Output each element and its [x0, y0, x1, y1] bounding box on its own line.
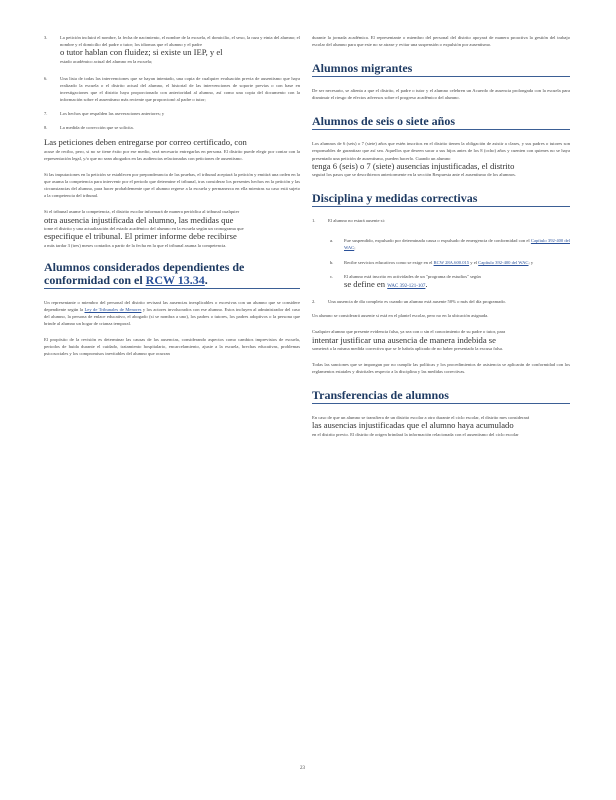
- paragraph: Si el tribunal asume la competencia, el distrito escolar informará de manera periódica al tribunal cualquier otra ausencia injustificada del alumno, las medidas que tome el distrito y una actualización del estado académico del alumno en la escuela según un cronograma que especifique el tribunal. El primer informe debe recibirse a más tardar 3 (tres) meses contados a partir de la fecha en la que el tribunal asuma la competencia.: [44, 209, 244, 248]
- section-heading-seis-siete: Alumnos de seis o siete años: [312, 114, 456, 129]
- list-item: a. Fue suspendido, expulsado por determinada causa o expulsado de emergencia de conformidad con el Capítulo 392-400 del WAC;: [330, 238, 570, 251]
- list-item: 6. Una lista de todas las intervenciones que se hayan intentado, una copia de cualquier evaluación previa de ausentismo que haya realizado la escuela o el distrito actual del alumno, el historial de las intervenciones de soporte previas o con base en investigaciones que el distrito haya proporcionado con anterioridad al alumno, así como una copia del documento con la información sobre el ausentismo más reciente que proporcionó al padre o tutor;: [44, 75, 300, 103]
- paragraph: Los alumnos de 6 (seis) o 7 (siete) años que estén inscritos en el distrito tienen la obligación de asistir a clases, y sus padres o tutores son responsables de garantizar que así sea. Aquellos que deseen sacar a sus hijos antes de los 8 (ocho) años y cuenten con quienes no se haya presentado una petición de ausentismo, pueden hacerlo. Cuando un alumno tenga 6 (seis) o 7 (siete) ausencias injustificadas, el distrito seguirá los pasos que se describieron anteriormente en la sección Respuesta ante el ausentismo de los alumnos.: [312, 141, 570, 178]
- wac-392-400-link-2[interactable]: Capítulo 392-400 del WAC: [478, 259, 529, 265]
- ley-tribunales-link[interactable]: Ley de Tribunales de Menores: [84, 306, 142, 312]
- rcw-28a-link[interactable]: RCW 28A.600.015: [433, 259, 470, 265]
- section-heading-migrantes: Alumnos migrantes: [312, 61, 413, 76]
- paragraph: Si las imputaciones en la petición se establecen por preponderancia de las pruebas, el tribunal aceptará la petición y emitirá una orden en la que asuma la competencia para intervenir por el periodo que determine el tribunal, tras considerar los presentes hechos en la petición y las circunstancias del alumno, para hacer probablemente que el alumno regrese a la escuela y permanezca en ella mientras su caso está sujeto a la competencia del tribunal.: [44, 172, 300, 199]
- heading-rule: [312, 76, 570, 77]
- heading-rule: [312, 206, 570, 207]
- paragraph: Cualquier alumno que presente evidencia falsa, ya sea con o sin el conocimiento de su padre o tutor, para intentar justificar una ausencia de manera indebida se someterá a la misma medida correctiva que se le habría aplicado de no haber presentado la excusa falsa.: [312, 329, 506, 351]
- paragraph: En caso de que un alumno se transfiera de un distrito escolar a otro durante el ciclo escolar, el distrito mes considerará las ausencias injustificadas que el alumno haya acumulado en el distrito previo. El distrito de origen brindará la información relacionada con el ausentismo del ciclo escolar: [312, 415, 530, 437]
- paragraph: durante la jornada académica. El representante o miembro del personal del distrito apoyará de manera proactiva la gestión del trabajo escolar del alumno para que este no se atrase y evitar una suspensión o expulsión por ausentismo.: [312, 35, 570, 48]
- petition-requirements-list: [44, 34, 300, 131]
- left-column: [44, 34, 300, 366]
- wac-392-121-link[interactable]: WAC 392-121-107: [387, 283, 426, 289]
- list-item: 8. La medida de corrección que se solicita.: [44, 125, 134, 131]
- list-item: c. El alumno está inscrito en actividades de un "programa de estudios" según se define en WAC 392-121-107.: [330, 273, 481, 289]
- heading-rule: [44, 288, 300, 289]
- right-column: [312, 34, 570, 438]
- heading-rule: [312, 403, 570, 404]
- discipline-list-2: [312, 298, 570, 305]
- list-item: 2. Una ausencia de día completo es cuando un alumno está ausente 50% o más del día programado.: [312, 299, 506, 305]
- paragraph: El propósito de la revisión es determinar las causas de las ausencias, considerando aspectos como cambios imprevistos de escuela, periodos de huida durante el cuidado, tratamiento hospitalario, encarcelamiento, ajuste a la escuela, brechas educativas, problemas psicosociales y los compromisos inevitables del alumno que ocurran: [44, 337, 300, 357]
- paragraph: De ser necesario, se alienta a que el distrito, el padre o tutor y el alumno celebren un Acuerdo de ausencia prolongada con la escuela para disminuir el riesgo de efectos adversos sobre el progreso académico del alumno.: [312, 88, 570, 101]
- paragraph: Todas las sanciones que se impongan por no cumplir las políticas y los procedimientos de asistencia se aplicarán de conformidad con los reglamentos estatales y distritales respecto a la disciplina y las medidas correctivas.: [312, 362, 570, 375]
- wac-392-400-link[interactable]: Capítulo 392-400 del WAC: [344, 238, 570, 251]
- section-heading-dependientes: Alumnos considerados dependientes de conformidad con el RCW 13.34.: [44, 259, 245, 287]
- list-item: 1. El alumno no estará ausente si:: [312, 218, 386, 224]
- paragraph: Las peticiones deben entregarse por correo certificado, con acuse de recibo, pero, si no se tiene éxito por ese medio, será necesario entregarlas en persona. El distrito puede elegir por contar con la representación legal, y/o que no sean abogados en las audiencias relacionadas con peticiones de ausentismo.: [44, 137, 300, 161]
- heading-rule: [312, 129, 570, 130]
- paragraph: Un representante o miembro del personal del distrito revisará las ausencias inexplicables o excesivas con un alumno que se considere dependiente según la Ley de Tribunales de Menores y los actores involucrados con ese alumno. Estos incluyen al administrador del caso del alumno, la persona de enlace educativo, el abogado (si se nombra a uno), los padres o tutores, los padres adoptivos o la persona que brinde al alumno un hogar de crianza temporal.: [44, 299, 300, 326]
- rcw-13-34-link[interactable]: RCW 13.34: [145, 272, 205, 287]
- discipline-sublist: [312, 237, 570, 291]
- paragraph: Un alumno se considerará ausente si está en el plantel escolar, pero no en la ubicación asignada.: [312, 313, 489, 319]
- discipline-list: [312, 217, 570, 230]
- list-item: 3. La petición incluirá el nombre, la fecha de nacimiento, el nombre de la escuela, el domicilio, el sexo, la raza y etnia del alumno; el nombre y el domicilio del padre o tutor; los idiomas que el alumno y el padre o tutor hablan con fluidez; si existe un IEP, y el estado académico actual del alumno en la escuela;: [44, 35, 300, 64]
- list-item: 7. Los hechos que respalden las aseveraciones anteriores; y: [44, 111, 165, 117]
- section-heading-disciplina: Disciplina y medidas correctivas: [312, 191, 478, 206]
- section-heading-transferencias: Transferencias de alumnos: [312, 388, 449, 403]
- page-number: 23: [300, 766, 305, 771]
- list-item: b. Recibe servicios educativos como se exige en el RCW 28A.600.015 y el Capítulo 392-400 del WAC; y: [330, 259, 534, 265]
